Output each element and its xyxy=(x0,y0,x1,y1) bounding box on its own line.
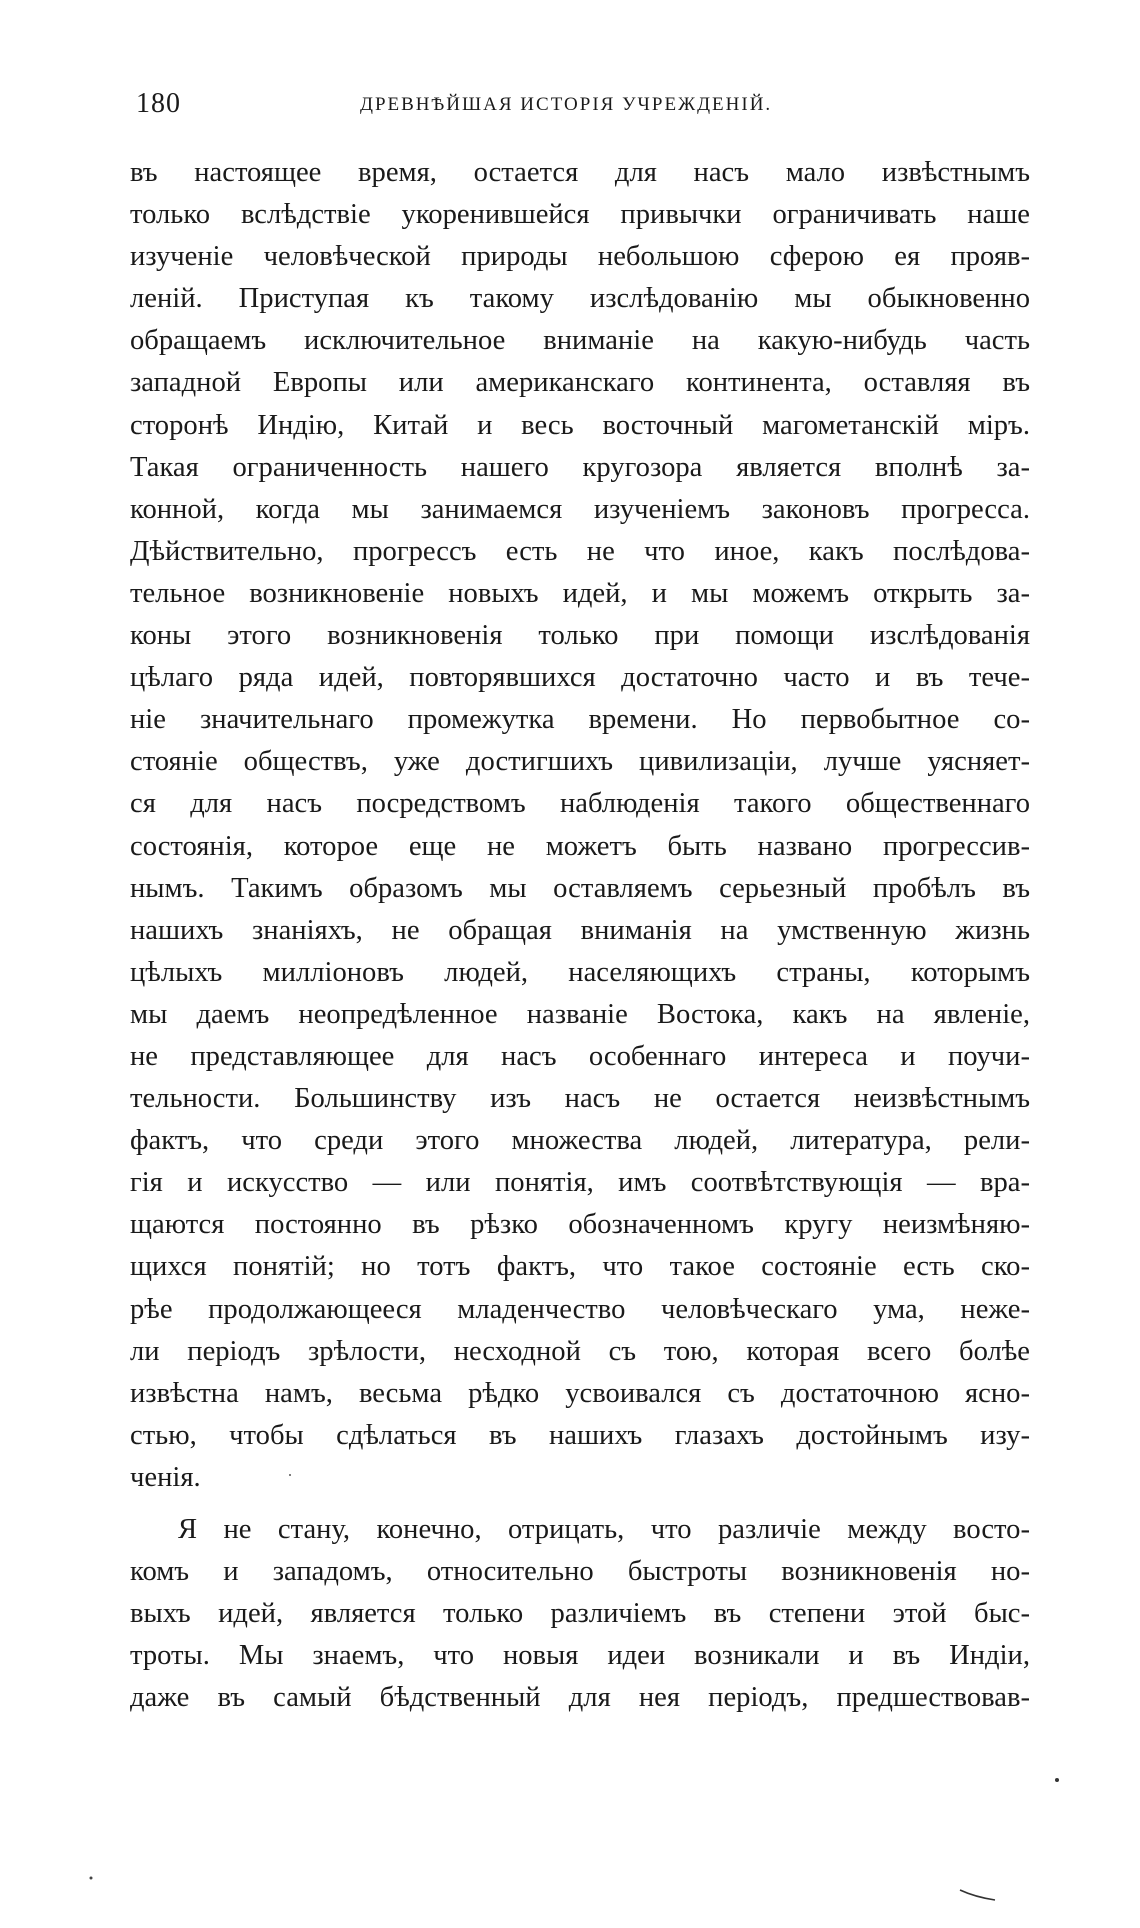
running-title: ДРЕВНѢЙШАЯ ИСТОРІЯ УЧРЕЖДЕНІЙ. xyxy=(360,94,773,115)
text-line: ся для насъ посредствомъ наблюденія такого общественнаго xyxy=(130,788,1030,820)
text-line: коны этого возникновенія только при помощи изслѣдованія xyxy=(130,620,1030,652)
paragraph-1 xyxy=(130,152,1030,1499)
text-line: тельности. Большинству изъ насъ не остается неизвѣстнымъ xyxy=(130,1083,1030,1115)
text-line: только вслѣдствіе укоренившейся привычки ограничивать наше xyxy=(130,199,1030,231)
text-line: Такая ограниченность нашего кругозора является вполнѣ за- xyxy=(130,451,1030,483)
text-line: западной Европы или американскаго континента, оставляя въ xyxy=(130,367,1030,399)
text-line: щаются постоянно въ рѣзко обозначенномъ кругу неизмѣняю- xyxy=(130,1209,1030,1241)
text-line: ніе значительнаго промежутка времени. Но первобытное со- xyxy=(130,704,1030,736)
text-line: состоянія, которое еще не можетъ быть названо прогрессив- xyxy=(130,830,1030,862)
page-body xyxy=(130,152,1030,1719)
text-line: мы даемъ неопредѣленное названіе Востока, какъ на явленіе, xyxy=(130,998,1030,1030)
text-line: цѣлыхъ милліоновъ людей, населяющихъ страны, которымъ xyxy=(130,956,1030,988)
speck xyxy=(960,1890,995,1900)
text-line: стояніе обществъ, уже достигшихъ цивилизаціи, лучше уясняет- xyxy=(130,746,1030,778)
page-header xyxy=(130,88,1030,128)
text-line: сторонѣ Индію, Китай и весь восточный магометанскій міръ. xyxy=(130,409,1030,441)
paragraph-2 xyxy=(130,1509,1030,1719)
text-line: троты. Мы знаемъ, что новыя идеи возникали и въ Индіи, xyxy=(130,1640,1030,1672)
text-line: комъ и западомъ, относительно быстроты возникновенія но- xyxy=(130,1556,1030,1588)
speck xyxy=(90,1877,93,1880)
text-line: ченія. xyxy=(130,1461,201,1493)
text-line: нашихъ знаніяхъ, не обращая вниманія на умственную жизнь xyxy=(130,914,1030,946)
text-line: Дѣйствительно, прогрессъ есть не что иное, какъ послѣдова- xyxy=(130,535,1030,567)
text-line: Я не стану, конечно, отрицать, что различіе между восто- xyxy=(178,1514,1030,1545)
speck xyxy=(1055,1778,1059,1782)
text-line: конной, когда мы занимаемся изученіемъ законовъ прогресса. xyxy=(130,493,1030,525)
text-line: тельное возникновеніе новыхъ идей, и мы можемъ открыть за- xyxy=(130,577,1030,609)
text-line: гія и искусство — или понятія, имъ соотвѣтствующія — вра- xyxy=(130,1167,1030,1199)
text-line: стью, чтобы сдѣлаться въ нашихъ глазахъ достойнымъ изу- xyxy=(130,1419,1030,1451)
paragraph-gap xyxy=(130,1499,1030,1509)
text-line: изученіе человѣческой природы небольшою сферою ея прояв- xyxy=(130,241,1030,273)
text-line: въ настоящее время, остается для насъ мало извѣстнымъ xyxy=(130,157,1030,188)
text-line: щихся понятій; но тотъ фактъ, что такое состояніе есть ско- xyxy=(130,1251,1030,1283)
text-line: фактъ, что среди этого множества людей, литература, рели- xyxy=(130,1125,1030,1157)
text-line: даже въ самый бѣдственный для нея періодъ, предшествовав- xyxy=(130,1682,1030,1714)
page-number: 180 xyxy=(136,88,181,119)
text-line: рѣе продолжающееся младенчество человѣческаго ума, неже- xyxy=(130,1293,1030,1325)
text-line: выхъ идей, является только различіемъ въ степени этой быс- xyxy=(130,1598,1030,1630)
text-line: извѣстна намъ, весьма рѣдко усвоивался съ достаточною ясно- xyxy=(130,1377,1030,1409)
text-line: ли періодъ зрѣлости, несходной съ тою, которая всего болѣе xyxy=(130,1335,1030,1367)
text-line: цѣлаго ряда идей, повторявшихся достаточно часто и въ тече- xyxy=(130,662,1030,694)
text-line: нымъ. Такимъ образомъ мы оставляемъ серьезный пробѣлъ въ xyxy=(130,872,1030,904)
text-line: обращаемъ исключительное вниманіе на какую-нибудь часть xyxy=(130,325,1030,357)
text-line: леній. Приступая къ такому изслѣдованію мы обыкновенно xyxy=(130,283,1030,315)
text-line: не представляющее для насъ особеннаго интереса и поучи- xyxy=(130,1040,1030,1072)
